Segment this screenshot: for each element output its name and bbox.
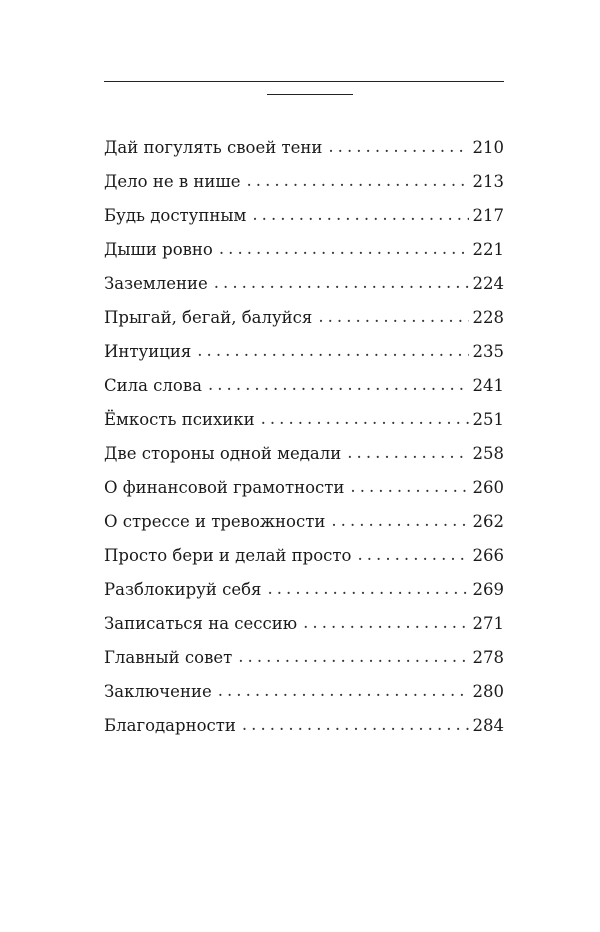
toc-entry-leader [238, 640, 468, 674]
toc-entry-title: Просто бери и делай просто [104, 546, 352, 565]
toc-entry-title: Разблокируй себя [104, 580, 262, 599]
toc-entry[interactable] [104, 403, 504, 437]
table-of-contents [104, 131, 504, 743]
toc-entry-title: Заключение [104, 682, 212, 701]
toc-entry-leader [218, 674, 469, 708]
toc-entry-page: 258 [472, 444, 504, 463]
toc-entry[interactable] [104, 437, 504, 471]
toc-entry-page: 235 [472, 342, 504, 361]
toc-entry-title: Дай погулять своей тени [104, 138, 323, 157]
toc-entry-page: 260 [472, 478, 504, 497]
toc-entry-leader [350, 470, 468, 504]
toc-entry-title: Будь доступным [104, 206, 247, 225]
toc-entry[interactable] [104, 301, 504, 335]
toc-entry-page: 280 [472, 682, 504, 701]
toc-entry-leader [208, 368, 469, 402]
toc-entry-page: 266 [472, 546, 504, 565]
toc-entry-leader [328, 130, 468, 164]
toc-entry-title: Дело не в нише [104, 172, 241, 191]
toc-entry-title: О финансовой грамотности [104, 478, 345, 497]
toc-entry[interactable] [104, 505, 504, 539]
toc-entry-title: Ёмкость психики [104, 410, 255, 429]
toc-entry-leader [219, 232, 469, 266]
toc-entry-leader [197, 334, 468, 368]
toc-entry-page: 269 [472, 580, 504, 599]
toc-entry-leader [357, 538, 468, 572]
header-rule-long [104, 81, 504, 82]
toc-entry[interactable] [104, 471, 504, 505]
toc-entry[interactable] [104, 131, 504, 165]
toc-entry-page: 262 [472, 512, 504, 531]
toc-entry-title: Дыши ровно [104, 240, 213, 259]
toc-entry-leader [267, 572, 468, 606]
toc-entry-leader [246, 164, 468, 198]
toc-entry-page: 228 [472, 308, 504, 327]
toc-entry[interactable] [104, 539, 504, 573]
toc-entry-page: 271 [472, 614, 504, 633]
toc-entry-page: 221 [472, 240, 504, 259]
toc-entry-page: 241 [472, 376, 504, 395]
toc-entry-title: Благодарности [104, 716, 236, 735]
toc-entry-title: Две стороны одной медали [104, 444, 342, 463]
toc-entry[interactable] [104, 165, 504, 199]
toc-entry-leader [318, 300, 468, 334]
toc-entry-leader [347, 436, 468, 470]
toc-entry-leader [252, 198, 468, 232]
toc-entry-page: 278 [472, 648, 504, 667]
toc-entry-leader [261, 402, 469, 436]
toc-entry[interactable] [104, 675, 504, 709]
toc-entry[interactable] [104, 267, 504, 301]
toc-entry-title: Записаться на сессию [104, 614, 298, 633]
toc-entry-title: Главный совет [104, 648, 233, 667]
toc-entry-title: О стрессе и тревожности [104, 512, 326, 531]
toc-entry-leader [331, 504, 468, 538]
toc-entry[interactable] [104, 641, 504, 675]
toc-entry-page: 217 [472, 206, 504, 225]
toc-entry-title: Прыгай, бегай, балуйся [104, 308, 313, 327]
toc-entry-title: Интуиция [104, 342, 192, 361]
toc-entry[interactable] [104, 709, 504, 743]
toc-entry-page: 213 [472, 172, 504, 191]
toc-entry-page: 284 [472, 716, 504, 735]
toc-entry-leader [303, 606, 468, 640]
toc-entry[interactable] [104, 369, 504, 403]
toc-entry-leader [214, 266, 469, 300]
toc-entry-page: 210 [472, 138, 504, 157]
toc-entry[interactable] [104, 335, 504, 369]
toc-entry[interactable] [104, 573, 504, 607]
toc-entry-title: Сила слова [104, 376, 202, 395]
header-rule-short [267, 94, 353, 95]
toc-entry-page: 251 [472, 410, 504, 429]
toc-entry[interactable] [104, 199, 504, 233]
toc-entry-title: Заземление [104, 274, 208, 293]
toc-entry[interactable] [104, 233, 504, 267]
toc-entry[interactable] [104, 607, 504, 641]
toc-entry-leader [242, 708, 469, 742]
toc-entry-page: 224 [472, 274, 504, 293]
